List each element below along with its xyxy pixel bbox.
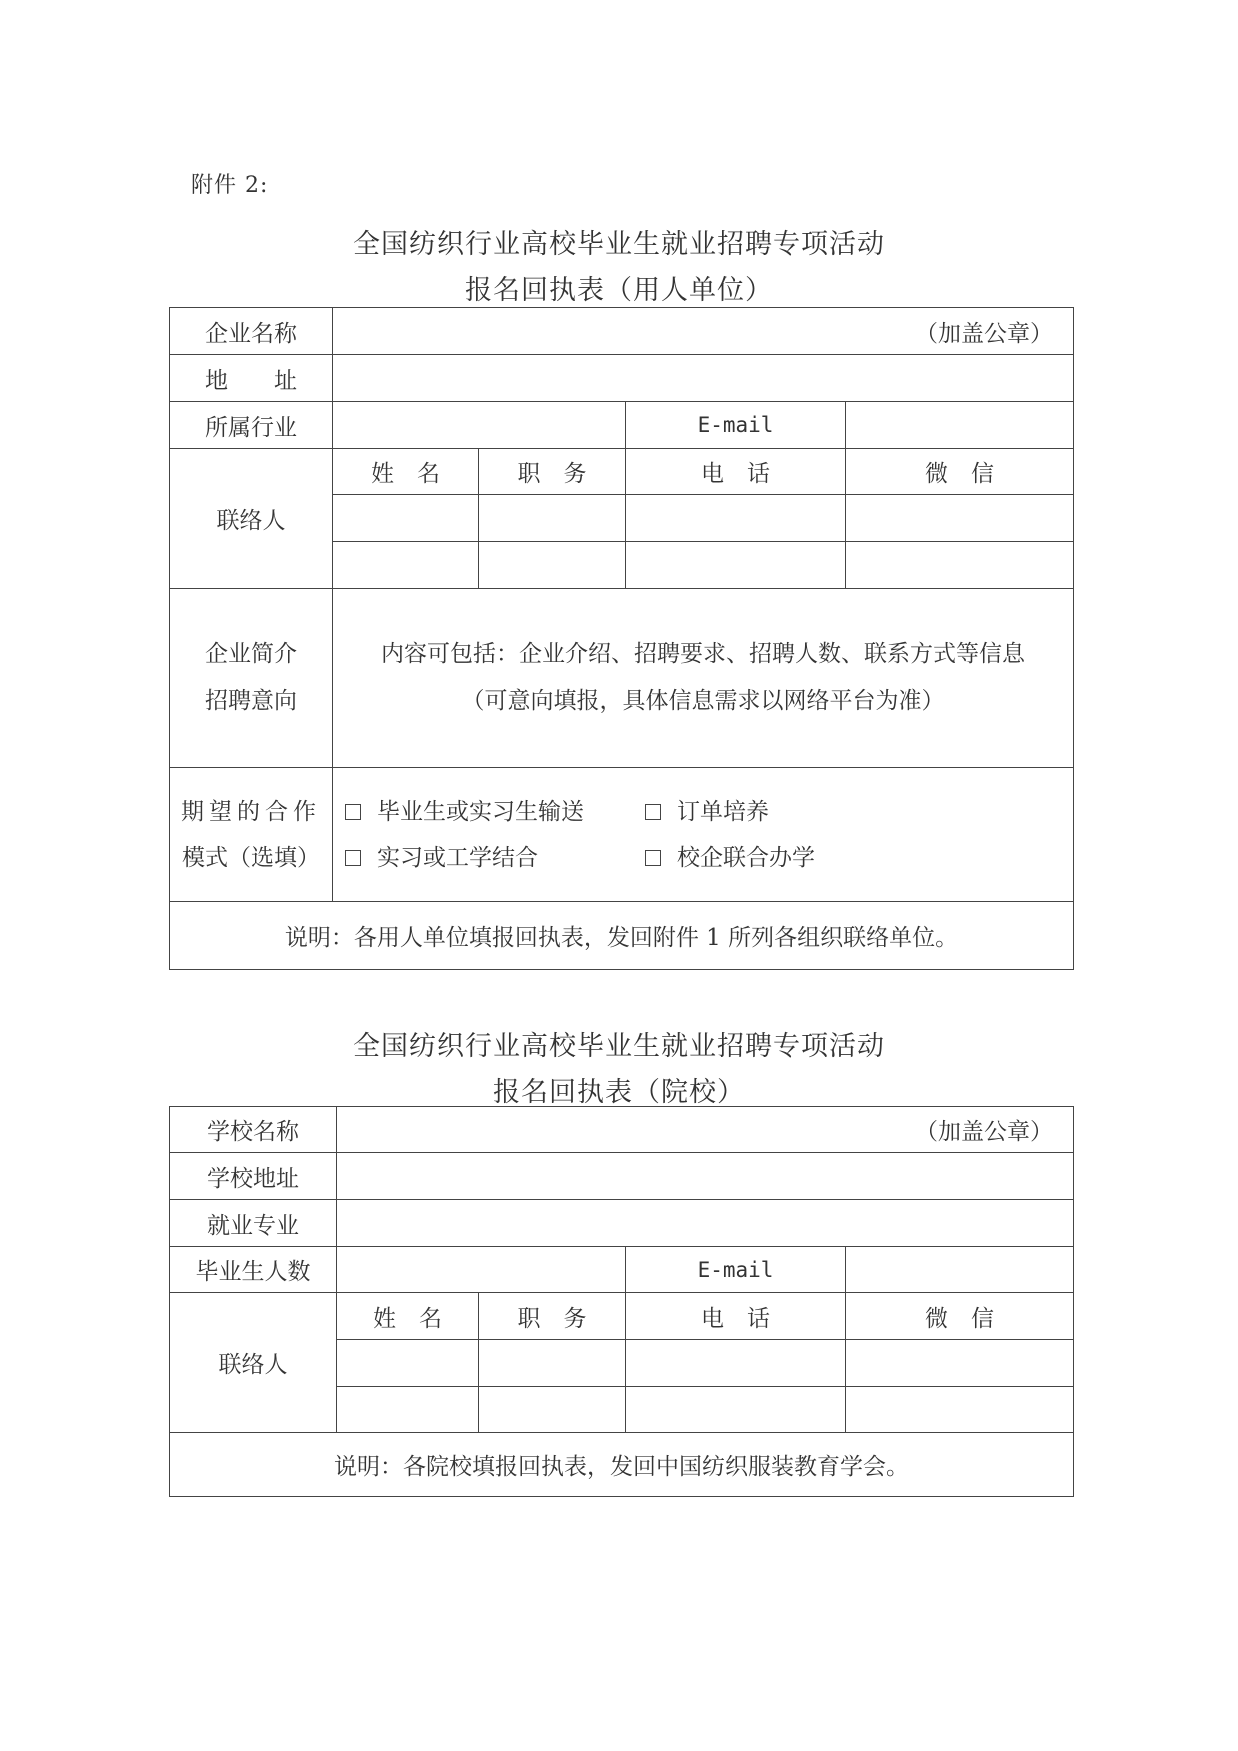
form2-title-line1: 全国纺织行业高校毕业生就业招聘专项活动 (353, 1031, 885, 1062)
contact-header-name: 姓 名 (337, 1293, 479, 1340)
contact-wechat-cell[interactable] (846, 542, 1074, 589)
coop-option-internship[interactable]: 实习或工学结合 (345, 835, 645, 881)
address-label: 地 址 (170, 355, 333, 402)
grad-count-field[interactable] (337, 1247, 626, 1293)
school-address-label: 学校地址 (170, 1153, 337, 1200)
form2-title-line2: 报名回执表（院校） (493, 1077, 745, 1108)
intro-hint-line1: 内容可包括：企业介绍、招聘要求、招聘人数、联系方式等信息 (381, 641, 1025, 667)
form1-title-line1: 全国纺织行业高校毕业生就业招聘专项活动 (353, 229, 885, 260)
checkbox-icon[interactable] (645, 804, 661, 820)
contact-label: 联络人 (170, 449, 333, 589)
industry-label: 所属行业 (170, 402, 333, 449)
contact-label: 联络人 (170, 1293, 337, 1433)
contact-name-cell[interactable] (337, 1387, 479, 1433)
coop-options (333, 768, 1074, 902)
company-name-label: 企业名称 (170, 308, 333, 355)
coop-label (170, 768, 333, 902)
seal-note: （加盖公章） (915, 1119, 1053, 1145)
contact-title-cell[interactable] (479, 495, 626, 542)
contact-header-wechat: 微 信 (846, 449, 1074, 495)
intro-label-line2: 招聘意向 (205, 688, 297, 714)
contact-header-name: 姓 名 (333, 449, 479, 495)
major-field[interactable] (337, 1200, 1074, 1247)
company-name-field[interactable] (333, 308, 1074, 355)
form1-note: 说明：各用人单位填报回执表，发回附件 1 所列各组织联络单位。 (170, 902, 1074, 970)
coop-label-line1: 期望的合作 (181, 798, 321, 825)
contact-title-cell[interactable] (479, 1387, 626, 1433)
contact-title-cell[interactable] (479, 542, 626, 589)
seal-note: （加盖公章） (915, 320, 1053, 347)
major-label: 就业专业 (170, 1200, 337, 1247)
school-name-field[interactable] (337, 1107, 1074, 1153)
email-field[interactable] (846, 1247, 1074, 1293)
intro-field[interactable] (333, 589, 1074, 768)
checkbox-icon[interactable] (345, 850, 361, 866)
intro-label-line1: 企业简介 (205, 641, 297, 667)
coop-option-joint-school[interactable]: 校企联合办学 (645, 835, 815, 881)
school-name-label: 学校名称 (170, 1107, 337, 1153)
checkbox-icon[interactable] (645, 850, 661, 866)
contact-phone-cell[interactable] (626, 1387, 846, 1433)
contact-wechat-cell[interactable] (846, 1340, 1074, 1387)
employer-form (169, 307, 1074, 970)
contact-wechat-cell[interactable] (846, 495, 1074, 542)
contact-title-cell[interactable] (479, 1340, 626, 1387)
contact-header-title: 职 务 (479, 1293, 626, 1340)
contact-wechat-cell[interactable] (846, 1387, 1074, 1433)
school-form (169, 1106, 1074, 1497)
contact-header-phone: 电 话 (626, 449, 846, 495)
coop-label-line2: 模式（选填） (182, 844, 320, 871)
intro-hint-line2: （可意向填报，具体信息需求以网络平台为准） (461, 688, 945, 714)
school-address-field[interactable] (337, 1153, 1074, 1200)
contact-header-phone: 电 话 (626, 1293, 846, 1340)
intro-label (170, 589, 333, 768)
contact-header-title: 职 务 (479, 449, 626, 495)
coop-option-graduates[interactable]: 毕业生或实习生输送 (345, 789, 645, 835)
contact-phone-cell[interactable] (626, 495, 846, 542)
address-field[interactable] (333, 355, 1074, 402)
email-label: E-mail (626, 1247, 846, 1293)
contact-name-cell[interactable] (337, 1340, 479, 1387)
email-field[interactable] (846, 402, 1074, 449)
form1-title-line2: 报名回执表（用人单位） (465, 275, 773, 306)
grad-count-label: 毕业生人数 (170, 1247, 337, 1293)
contact-name-cell[interactable] (333, 542, 479, 589)
attachment-label: 附件 2: (191, 173, 269, 198)
contact-name-cell[interactable] (333, 495, 479, 542)
email-label: E-mail (626, 402, 846, 449)
coop-option-order-training[interactable]: 订单培养 (645, 789, 769, 835)
contact-header-wechat: 微 信 (846, 1293, 1074, 1340)
industry-field[interactable] (333, 402, 626, 449)
form2-note: 说明：各院校填报回执表，发回中国纺织服装教育学会。 (170, 1433, 1074, 1497)
contact-phone-cell[interactable] (626, 542, 846, 589)
contact-phone-cell[interactable] (626, 1340, 846, 1387)
checkbox-icon[interactable] (345, 804, 361, 820)
